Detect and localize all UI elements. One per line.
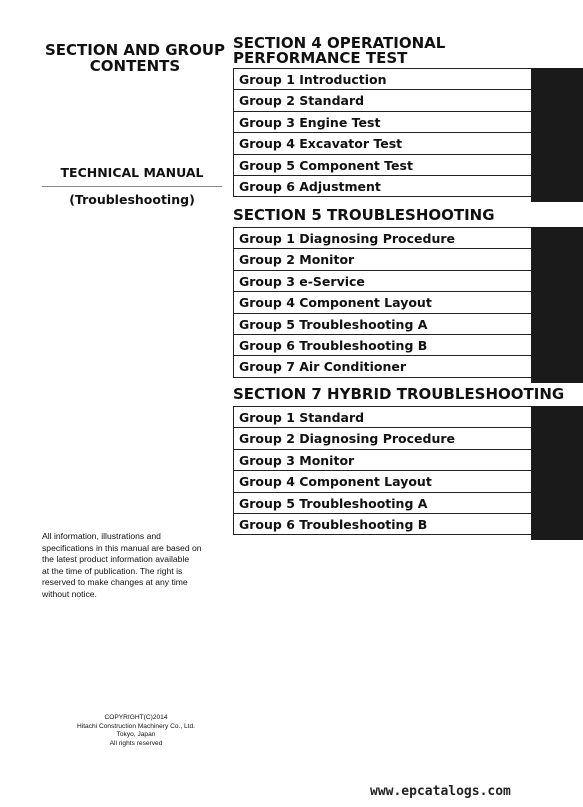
section-heading-line: PERFORMANCE TEST	[233, 49, 408, 67]
section-4-heading	[233, 36, 445, 66]
group-link[interactable]: Group 5 Component Test	[234, 155, 532, 176]
group-link[interactable]: Group 4 Excavator Test	[234, 133, 532, 154]
group-link[interactable]: Group 6 Troubleshooting B	[234, 335, 532, 356]
group-link[interactable]: Group 1 Diagnosing Procedure	[234, 228, 532, 249]
disclaimer-line: the latest product information available	[42, 554, 190, 565]
disclaimer-line: reserved to make changes at any time	[42, 577, 188, 588]
group-link[interactable]: Group 3 Monitor	[234, 450, 532, 471]
section-7-group-list	[233, 406, 533, 535]
group-link[interactable]: Group 4 Component Layout	[234, 471, 532, 492]
section-heading-line: SECTION 5 TROUBLESHOOTING	[233, 206, 495, 224]
section-heading-line: SECTION 4 OPERATIONAL	[233, 34, 446, 52]
group-link[interactable]: Group 1 Standard	[234, 407, 532, 428]
group-link[interactable]: Group 5 Troubleshooting A	[234, 314, 532, 335]
group-link[interactable]: Group 6 Adjustment	[234, 176, 532, 197]
section-5-heading	[233, 208, 495, 223]
copyright-line: Hitachi Construction Machinery Co., Ltd.	[76, 722, 195, 730]
copyright-line: Tokyo, Japan	[116, 731, 156, 739]
section-5-group-list	[233, 227, 533, 378]
group-link[interactable]: Group 2 Standard	[234, 90, 532, 111]
group-link[interactable]: Group 5 Troubleshooting A	[234, 493, 532, 514]
contents-title	[40, 42, 230, 74]
section-5-thumb-tab	[531, 227, 583, 383]
group-link[interactable]: Group 4 Component Layout	[234, 292, 532, 313]
contents-title-line1: SECTION AND GROUP	[44, 41, 226, 59]
disclaimer-text	[42, 531, 232, 601]
group-link[interactable]: Group 7 Air Conditioner	[234, 356, 532, 377]
section-4-thumb-tab	[531, 68, 583, 202]
group-link[interactable]: Group 3 Engine Test	[234, 112, 532, 133]
disclaimer-line: specifications in this manual are based on	[42, 542, 202, 553]
manual-title-divider	[42, 186, 222, 187]
group-link[interactable]: Group 1 Introduction	[234, 69, 532, 90]
contents-title-line2: CONTENTS	[89, 57, 181, 75]
section-4-group-list	[233, 68, 533, 197]
group-link[interactable]: Group 3 e-Service	[234, 271, 532, 292]
section-7-thumb-tab	[531, 406, 583, 540]
site-watermark: www.epcatalogs.com	[370, 784, 511, 799]
disclaimer-line: without notice.	[42, 588, 97, 599]
copyright-notice	[56, 714, 216, 748]
section-7-heading	[233, 387, 564, 402]
manual-title: TECHNICAL MANUAL	[60, 165, 204, 180]
section-heading-line: SECTION 7 HYBRID TROUBLESHOOTING	[233, 385, 565, 403]
disclaimer-line: All information, illustrations and	[42, 531, 161, 541]
copyright-line: COPYRIGHT(C)2014	[104, 714, 168, 721]
disclaimer-line: at the time of publication. The right is	[42, 565, 183, 576]
manual-subtitle: (Troubleshooting)	[69, 192, 195, 207]
group-link[interactable]: Group 2 Monitor	[234, 249, 532, 270]
group-link[interactable]: Group 6 Troubleshooting B	[234, 514, 532, 535]
copyright-line: All rights reserved	[109, 739, 163, 747]
group-link[interactable]: Group 2 Diagnosing Procedure	[234, 428, 532, 449]
